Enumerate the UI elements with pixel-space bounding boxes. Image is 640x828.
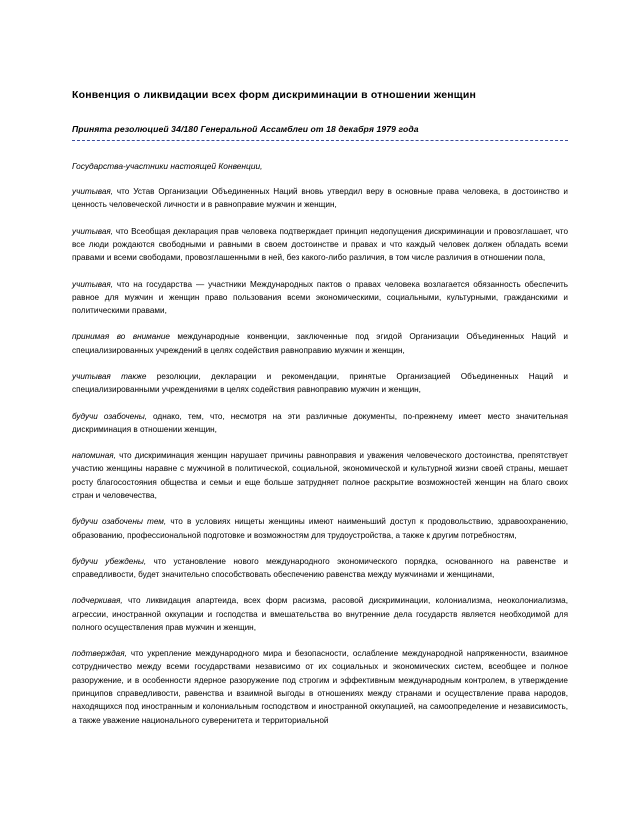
preamble-paragraph bbox=[72, 185, 568, 212]
paragraph-text: что установление нового международного экономического порядка, основанного на равенстве и справедливости, будет значительно способствовать обеспечению равенства между мужчинами и женщинами, bbox=[72, 556, 568, 580]
paragraph-text: что дискриминация женщин нарушает причины равноправия и уважения человеческого достоинства, препятствует участию женщины наравне с мужчиной в политической, социальной, экономической и культурной жизни своей страны, мешает росту благосостояния общества и семьи и еще больше затрудняет полное раскрытие возможностей женщин на благо своих стран и человечества, bbox=[72, 451, 568, 500]
preamble-paragraph bbox=[72, 515, 568, 542]
preamble-paragraph bbox=[72, 449, 568, 502]
paragraph-text: что Всеобщая декларация прав человека подтверждает принцип недопущения дискриминации и провозглашает, что все люди рождаются свободными и равными в своем достоинстве и правах и что каждый человек должен обладать всеми правами и всеми свободами, провозглашенными в ней, без какого-либо различия, в том числе различия в отношении пола, bbox=[72, 226, 568, 263]
preamble-paragraph bbox=[72, 647, 568, 727]
paragraph-lead: подчеркивая, bbox=[72, 596, 123, 606]
paragraph-lead: учитывая, bbox=[72, 187, 114, 197]
paragraph-lead: будучи озабочены тем, bbox=[72, 517, 167, 527]
paragraph-lead: будучи озабочены, bbox=[72, 411, 147, 421]
divider bbox=[72, 140, 568, 141]
paragraph-lead: будучи убеждены, bbox=[72, 556, 147, 566]
paragraph-text: что на государства — участники Международных пактов о правах человека возлагается обязанность обеспечить равное для мужчин и женщин право пользования всеми экономическими, социальными, культурными, гражданскими и политическими правами, bbox=[72, 279, 568, 316]
paragraph-text: международные конвенции, заключенные под эгидой Организации Объединенных Наций и специализированных учреждений в целях содействия равноправию мужчин и женщин, bbox=[72, 332, 568, 355]
preamble-paragraph bbox=[72, 278, 568, 318]
preamble-paragraph bbox=[72, 225, 568, 265]
paragraph-lead: учитывая также bbox=[72, 371, 147, 381]
preamble-paragraph bbox=[72, 330, 568, 357]
preamble-paragraph bbox=[72, 555, 568, 582]
preamble-paragraph bbox=[72, 594, 568, 634]
paragraph-text: что ликвидация апартеида, всех форм расизма, расовой дискриминации, колониализма, неоколониализма, агрессии, иностранной оккупации и господства и вмешательства во внутренние дела государств является необходимой для полного осуществления прав мужчин и женщин, bbox=[72, 596, 568, 632]
paragraph-text: что в условиях нищеты женщины имеют наименьший доступ к продовольствию, здравоохранению, образованию, профессиональной подготовке и возможностям для трудоустройства, а также к другим потребностям, bbox=[72, 517, 568, 540]
preamble-paragraphs bbox=[72, 185, 568, 727]
paragraph-text: резолюции, декларации и рекомендации, принятые Организацией Объединенных Наций и специализированными учреждениями в целях содействия равноправию мужчин и женщин, bbox=[72, 371, 568, 395]
preamble-paragraph bbox=[72, 370, 568, 397]
paragraph-text: что Устав Организации Объединенных Наций вновь утвердил веру в основные права человека, в достоинство и ценность человеческой личности и в равноправие мужчин и женщин, bbox=[72, 187, 568, 210]
paragraph-lead: подтверждая, bbox=[72, 649, 127, 659]
document-subtitle: Принята резолюцией 34/180 Генеральной Ассамблеи от 18 декабря 1979 года bbox=[72, 124, 419, 135]
paragraph-text: однако, тем, что, несмотря на эти различные документы, по-прежнему имеет место значительная дискриминация в отношении женщин, bbox=[72, 411, 568, 434]
paragraph-lead: учитывая, bbox=[72, 226, 114, 236]
page-title: Конвенция о ликвидации всех форм дискриминации в отношении женщин bbox=[72, 89, 477, 101]
preamble-lead: Государства-участники настоящей Конвенции, bbox=[72, 161, 263, 172]
paragraph-lead: учитывая, bbox=[72, 279, 114, 289]
paragraph-text: что укрепление международного мира и безопасности, ослабление международной напряженности, взаимное сотрудничество между всеми государствами независимо от их социальных и экономических систем, всеобщее и полное разоружение, и в особенности ядерное разоружение под строгим и эффективным международным контролем, в утверждение принципов справедливости, равенства и взаимной выгоды в отношениях между странами и осуществление права народов, находящихся под иностранным и колониальным господством и иностранной оккупацией, на самоопределение и независимость, а также уважение национального суверенитета и территориальной bbox=[72, 649, 568, 725]
paragraph-lead: принимая во внимание bbox=[72, 332, 170, 342]
preamble-paragraph bbox=[72, 410, 568, 437]
paragraph-lead: напоминая, bbox=[72, 451, 116, 461]
